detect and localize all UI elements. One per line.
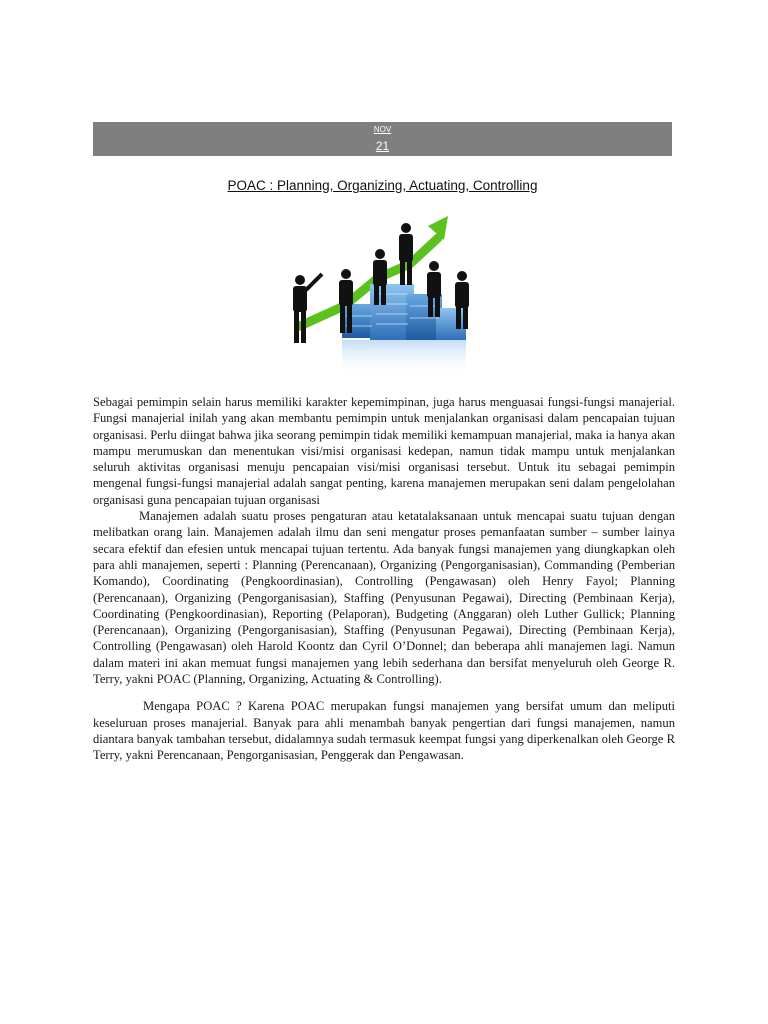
date-header-bar [93,122,672,156]
business-growth-illustration-icon [282,208,484,380]
paragraph-intro: Sebagai pemimpin selain harus memiliki karakter kepemimpinan, juga harus menguasai fungsi-fungsi manajerial. Fungsi manajerial inilah yang akan membantu pemimpin untuk menjalankan organisasi dalam pencapaian tujuan organisasi. Perlu diingat bahwa jika seorang pemimpin tidak memiliki kemampuan manajerial, maka ia hanya akan mampu merumuskan dan menentukan visi/misi organisasi kedepan, namun tidak mampu untuk menjalankan seluruh aktivitas organisasi menuju pencapaian visi/misi organisasi tersebut. Untuk itu sebagai pemimpin mengenal fungsi-fungsi manajerial adalah sangat penting, karena manajemen merupakan seni dalam pengelolahan organisasi guna pencapaian tujuan organisasi [93,395,675,507]
article-body [93,394,675,764]
date-day-link[interactable]: 21 [375,139,390,153]
paragraph-management-definition: Manajemen adalah suatu proses pengaturan atau ketatalaksanaan untuk mencapai suatu tujuan dengan melibatkan orang lain. Manajemen adalah ilmu dan seni mengatur proses pemanfaatan sumber – sumber lainya secara efektif dan efesien untuk mencapai tujuan tertentu. Ada banyak fungsi manajemen yang diungkapkan oleh para ahli manajemen, seperti : Planning (Perencanaan), Organizing (Pengorganisasian), Commanding (Pemberian Komando), Coordinating (Pengkoordinasian), Controlling (Pengawasan) oleh Henry Fayol; Planning (Perencanaan), Organizing (Pengorganisasian), Staffing (Penyusunan Pegawai), Directing (Pembinaan Kerja), Coordinating (Pengkoordinasian), Reporting (Pelaporan), Budgeting (Anggaran) oleh Luther Gullick; Planning (Perencanaan), Organizing (Pengorganisasian), Staffing (Penyusunan Pegawai), Directing (Pembinaan Kerja), Controlling (Pengawasan) oleh Harold Koontz dan Cyril O’Donnel; dan beberapa ahli manajemen lagi. Namun dalam materi ini akan memuat fungsi manajemen yang lebih sederhana dan bersifat menyeluruh oleh George R. Terry, yakni POAC (Planning, Organizing, Actuating & Controlling). [93,509,675,687]
paragraph-why-poac: Mengapa POAC ? Karena POAC merupakan fungsi manajemen yang bersifat umum dan meliputi keseluruan proses manajerial. Banyak para ahli menambah banyak pengertian dari fungsi manajemen, namun diantara banyak tambahan tersebut, didalamnya sudah termasuk keempat fungsi yang diperkenalkan oleh George R Terry, yakni Perencanaan, Pengorganisasian, Penggerak dan Pengawasan. [93,699,675,763]
article-title[interactable]: POAC : Planning, Organizing, Actuating, Controlling [227,178,538,193]
date-month-link[interactable]: NOV [373,125,392,134]
